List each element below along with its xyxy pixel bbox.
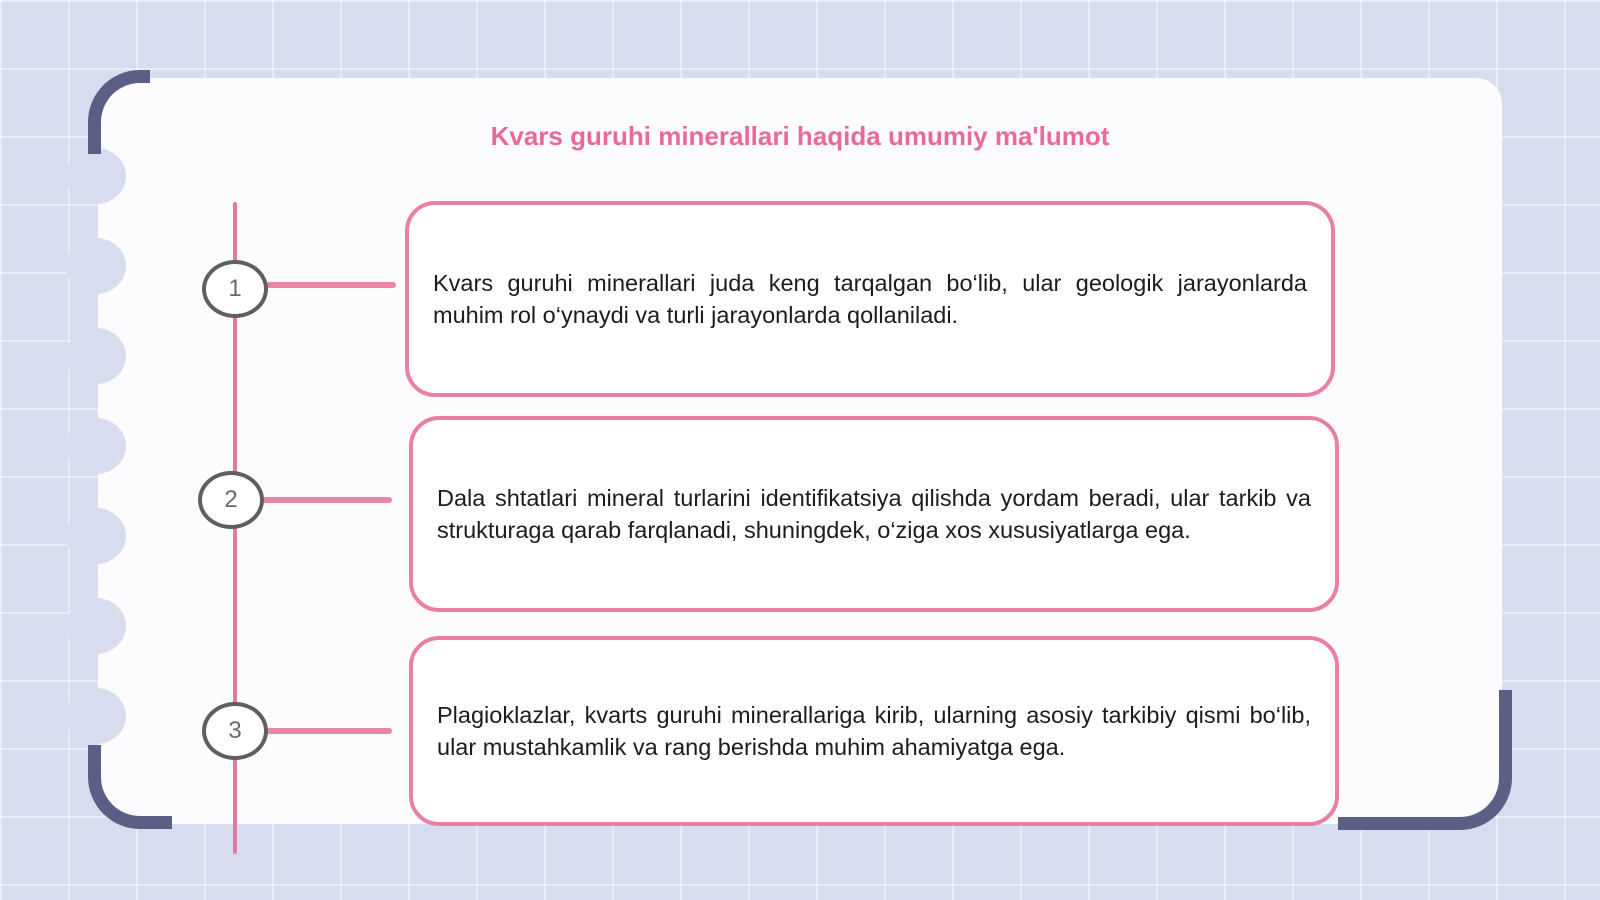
step-2-marker	[198, 471, 264, 529]
step-1-connector	[266, 282, 396, 288]
step-2-text: Dala shtatlari mineral turlarini identifikatsiya qilishda yordam beradi, ular tarkib va strukturaga qarab farqlanadi, shuningdek, o‘ziga xos xususiyatlarga ega.	[437, 485, 1311, 543]
step-3-connector	[266, 728, 392, 734]
card-scallop-edge	[66, 238, 126, 294]
card-scallop-edge	[66, 418, 126, 474]
card-scallop-edge	[66, 688, 126, 744]
card-scallop-edge	[66, 328, 126, 384]
step-3-box	[409, 636, 1339, 826]
card-scallop-edge	[66, 598, 126, 654]
step-2-connector	[262, 497, 392, 503]
step-3-text: Plagioklazlar, kvarts guruhi minerallariga kirib, ularning asosiy tarkibiy qismi bo‘lib, ular mustahkamlik va rang berishda muhim ahamiyatga ega.	[437, 702, 1311, 760]
page-title: Kvars guruhi minerallari haqida umumiy ma'lumot	[490, 121, 1110, 151]
step-3-marker	[202, 702, 268, 760]
frame-corner-top-left	[88, 70, 150, 154]
card-scallop-edge	[66, 148, 126, 204]
card-scallop-edge	[66, 508, 126, 564]
frame-corner-bottom-left	[88, 745, 172, 829]
frame-corner-bottom-right	[1338, 690, 1512, 830]
step-1-marker	[202, 260, 268, 318]
step-number: 2	[224, 486, 238, 513]
step-1-text: Kvars guruhi minerallari juda keng tarqalgan bo‘lib, ular geologik jarayonlarda muhim rol o‘ynaydi va turli jarayonlarda qollaniladi.	[433, 270, 1307, 328]
step-2-box	[409, 416, 1339, 612]
step-number: 3	[228, 717, 242, 744]
step-1-box	[405, 201, 1335, 397]
step-number: 1	[228, 275, 242, 302]
